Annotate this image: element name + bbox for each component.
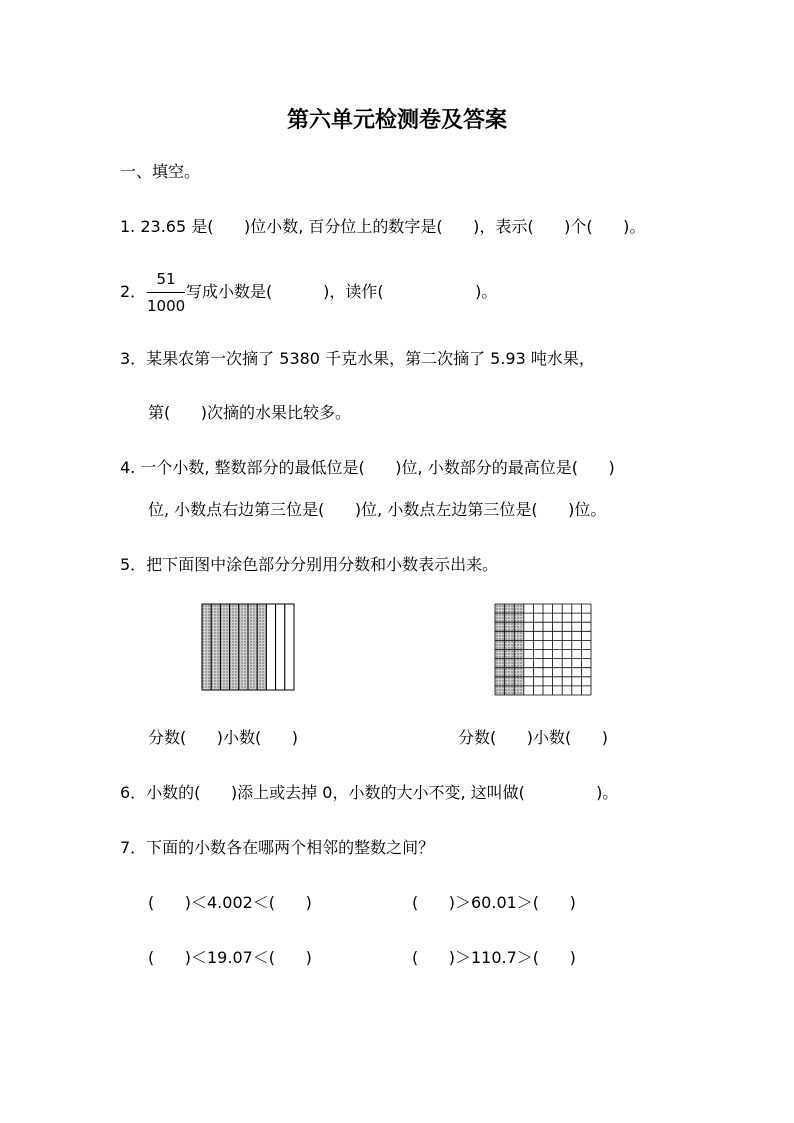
question-2-number: 2． — [120, 282, 147, 301]
figure-strips — [196, 599, 300, 695]
question-5-text: 5．把下面图中涂色部分分别用分数和小数表示出来。 — [120, 555, 499, 574]
question-7-row-1-left: ( )＜4.002＜( ) — [148, 893, 312, 912]
blank-strip — [266, 604, 275, 690]
question-5-answer-right: 分数( )小数( ) — [458, 728, 609, 747]
question-7-row-2-left: ( )＜19.07＜( ) — [148, 948, 312, 967]
question-7-row-1-right: ( )＞60.01＞( ) — [412, 893, 576, 912]
shaded-strip — [230, 604, 239, 690]
question-6: 6．小数的( )添上或去掉 0，小数的大小不变, 这叫做( )。 — [120, 783, 619, 802]
fraction-bar — [147, 292, 185, 293]
question-2-text: 写成小数是( )，读作( )。 — [186, 282, 498, 301]
fraction-denominator: 1000 — [147, 297, 186, 315]
section-heading: 一、填空。 — [120, 162, 201, 181]
fraction-numerator: 51 — [156, 270, 176, 288]
blank-strip — [276, 604, 285, 690]
page-title: 第六单元检测卷及答案 — [286, 108, 507, 133]
figure-grid — [490, 599, 596, 700]
question-4-line-2: 位, 小数点右边第三位是( )位, 小数点左边第三位是( )位。 — [148, 500, 607, 519]
shaded-strip — [248, 604, 257, 690]
shaded-strip — [211, 604, 220, 690]
question-1: 1. 23.65 是( )位小数, 百分位上的数字是( )，表示( )个( )。 — [120, 217, 646, 236]
shaded-strip — [257, 604, 266, 690]
question-3-line-1: 3．某果农第一次摘了 5380 千克水果，第二次摘了 5.93 吨水果， — [120, 349, 595, 368]
question-4-line-1: 4. 一个小数, 整数部分的最低位是( )位, 小数部分的最高位是( ) — [120, 458, 615, 477]
shaded-strip — [220, 604, 229, 690]
question-5-answer-left: 分数( )小数( ) — [148, 728, 299, 747]
shaded-strip — [202, 604, 211, 690]
question-7-text: 7．下面的小数各在哪两个相邻的整数之间？ — [120, 838, 435, 857]
question-7-row-2-right: ( )＞110.7＞( ) — [412, 948, 576, 967]
shaded-strip — [239, 604, 248, 690]
blank-strip — [285, 604, 294, 690]
question-3-line-2: 第( )次摘的水果比较多。 — [148, 403, 352, 422]
